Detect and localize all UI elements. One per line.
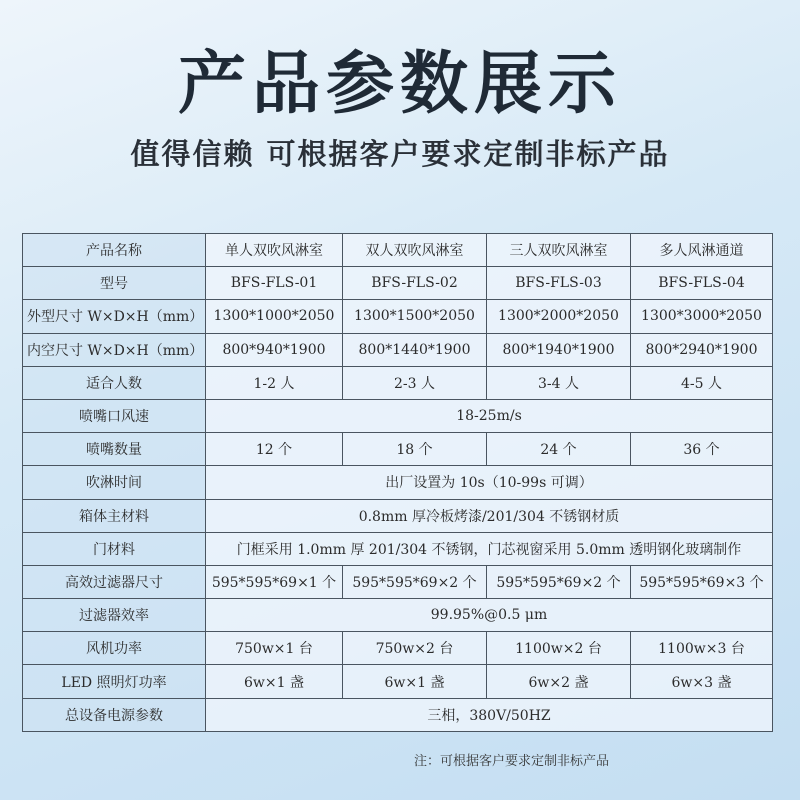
value-cell: 6w×1 盏: [343, 665, 487, 698]
merged-value-cell: 0.8mm 厚冷板烤漆/201/304 不锈钢材质: [206, 499, 773, 532]
row-label: 适合人数: [23, 366, 206, 399]
value-cell: 24 个: [487, 433, 631, 466]
row-label: 喷嘴口风速: [23, 399, 206, 432]
row-label: 型号: [23, 267, 206, 300]
table-row: [23, 698, 773, 731]
value-cell: 12 个: [206, 433, 343, 466]
table-row: [23, 532, 773, 565]
value-cell: 6w×2 盏: [487, 665, 631, 698]
value-cell: 6w×1 盏: [206, 665, 343, 698]
value-cell: 1300*1500*2050: [343, 300, 487, 333]
value-cell: 800*940*1900: [206, 333, 343, 366]
row-label: 吹淋时间: [23, 466, 206, 499]
row-label: 产品名称: [23, 234, 206, 267]
row-label: 风机功率: [23, 632, 206, 665]
table-row: [23, 632, 773, 665]
merged-value-cell: 99.95%@0.5 μm: [206, 599, 773, 632]
row-label: 过滤器效率: [23, 599, 206, 632]
merged-value-cell: 三相，380V/50HZ: [206, 698, 773, 731]
value-cell: 1300*1000*2050: [206, 300, 343, 333]
value-cell: 800*1440*1900: [343, 333, 487, 366]
value-cell: 1100w×2 台: [487, 632, 631, 665]
page-title: 产品参数展示: [177, 45, 622, 124]
row-label: 总设备电源参数: [23, 698, 206, 731]
table-row: [23, 300, 773, 333]
table-row: [23, 665, 773, 698]
value-cell: 单人双吹风淋室: [206, 234, 343, 267]
value-cell: 3-4 人: [487, 366, 631, 399]
table-row: [23, 333, 773, 366]
value-cell: 595*595*69×2 个: [343, 565, 487, 598]
value-cell: 1300*3000*2050: [631, 300, 773, 333]
page-subtitle: 值得信赖 可根据客户要求定制非标产品: [130, 137, 670, 171]
value-cell: BFS-FLS-02: [343, 267, 487, 300]
value-cell: 双人双吹风淋室: [343, 234, 487, 267]
value-cell: 6w×3 盏: [631, 665, 773, 698]
value-cell: 1300*2000*2050: [487, 300, 631, 333]
value-cell: 2-3 人: [343, 366, 487, 399]
row-label: LED 照明灯功率: [23, 665, 206, 698]
value-cell: 4-5 人: [631, 366, 773, 399]
spec-table: [22, 233, 773, 732]
spec-table-body: [23, 234, 773, 732]
row-label: 喷嘴数量: [23, 433, 206, 466]
value-cell: 750w×2 台: [343, 632, 487, 665]
value-cell: 三人双吹风淋室: [487, 234, 631, 267]
table-row: [23, 466, 773, 499]
table-row: [23, 399, 773, 432]
merged-value-cell: 出厂设置为 10s（10-99s 可调）: [206, 466, 773, 499]
row-label: 箱体主材料: [23, 499, 206, 532]
value-cell: BFS-FLS-04: [631, 267, 773, 300]
value-cell: BFS-FLS-03: [487, 267, 631, 300]
row-label: 外型尺寸 W×D×H（mm）: [23, 300, 206, 333]
value-cell: 1100w×3 台: [631, 632, 773, 665]
value-cell: 18 个: [343, 433, 487, 466]
value-cell: 多人风淋通道: [631, 234, 773, 267]
row-label: 高效过滤器尺寸: [23, 565, 206, 598]
table-row: [23, 499, 773, 532]
row-label: 内空尺寸 W×D×H（mm）: [23, 333, 206, 366]
merged-value-cell: 门框采用 1.0mm 厚 201/304 不锈钢，门芯视窗采用 5.0mm 透明钢化玻璃制作: [206, 532, 773, 565]
row-label: 门材料: [23, 532, 206, 565]
merged-value-cell: 18-25m/s: [206, 399, 773, 432]
value-cell: BFS-FLS-01: [206, 267, 343, 300]
value-cell: 36 个: [631, 433, 773, 466]
table-row: [23, 433, 773, 466]
table-row: [23, 267, 773, 300]
value-cell: 595*595*69×2 个: [487, 565, 631, 598]
value-cell: 595*595*69×3 个: [631, 565, 773, 598]
value-cell: 750w×1 台: [206, 632, 343, 665]
footnote: 注：可根据客户要求定制非标产品: [414, 754, 610, 769]
table-row: [23, 599, 773, 632]
table-row: [23, 565, 773, 598]
value-cell: 1-2 人: [206, 366, 343, 399]
value-cell: 800*2940*1900: [631, 333, 773, 366]
value-cell: 595*595*69×1 个: [206, 565, 343, 598]
table-row: [23, 234, 773, 267]
value-cell: 800*1940*1900: [487, 333, 631, 366]
table-row: [23, 366, 773, 399]
